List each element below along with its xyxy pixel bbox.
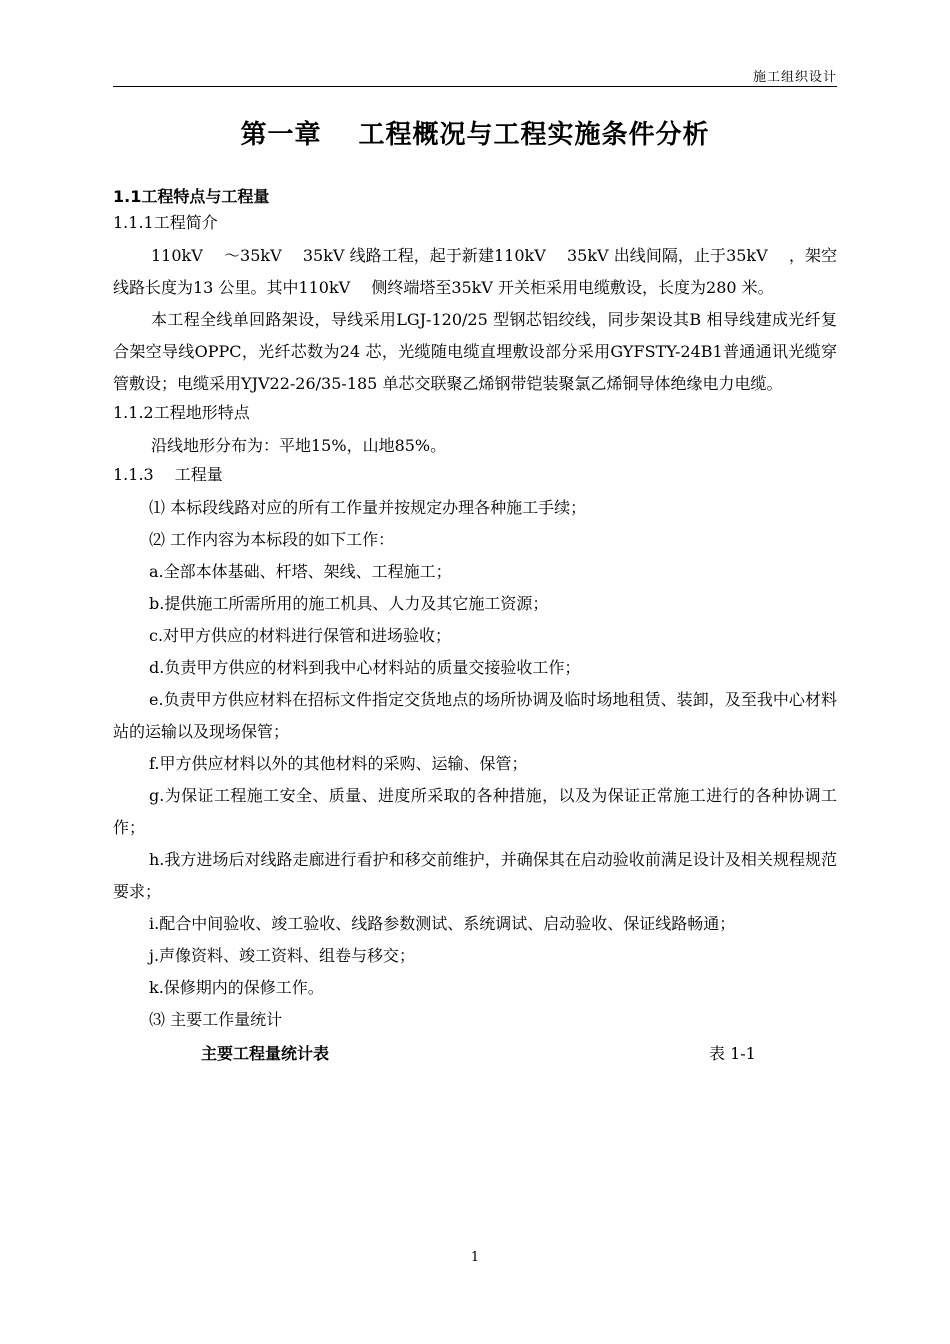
page-number: 1 bbox=[470, 1250, 480, 1265]
document-body bbox=[113, 184, 837, 1070]
list-item: i.配合中间验收、竣工验收、线路参数测试、系统调试、启动验收、保证线路畅通； bbox=[149, 914, 736, 933]
list-item: h.我方进场后对线路走廊进行看护和移交前维护，并确保其在启动验收前满足设计及相关规程规范要求； bbox=[113, 850, 837, 901]
list-item: j.声像资料、竣工资料、组卷与移交； bbox=[149, 946, 416, 965]
paragraph: 110kV ～35kV 35kV 线路工程，起于新建110kV 35kV 出线间隔，止于35kV ，架空线路长度为13 公里。其中110kV 侧终端塔至35kV 开关柜采用电缆敷设，长度为280 米。 bbox=[113, 246, 837, 297]
table-caption bbox=[113, 1038, 837, 1070]
chapter-title: 第一章 工程概况与工程实施条件分析 bbox=[240, 120, 710, 150]
list-item: e.负责甲方供应材料在招标文件指定交货地点的场所协调及临时场地租赁、装卸，及至我中心材料站的运输以及现场保管； bbox=[113, 690, 837, 741]
table-number: 表 1-1 bbox=[709, 1044, 756, 1063]
list-item: b.提供施工所需所用的施工机具、人力及其它施工资源； bbox=[149, 594, 549, 613]
list-item: a.全部本体基础、杆塔、架线、工程施工； bbox=[149, 562, 452, 581]
table-title: 主要工程量统计表 bbox=[201, 1044, 330, 1063]
paragraph: 沿线地形分布为：平地15%，山地85%。 bbox=[151, 436, 447, 455]
page-header: 施工组织设计 bbox=[752, 70, 837, 85]
list-item: k.保修期内的保修工作。 bbox=[149, 978, 324, 997]
header-divider bbox=[113, 86, 837, 87]
list-item: f.甲方供应材料以外的其他材料的采购、运输、保管； bbox=[149, 754, 528, 773]
subsection-heading-3: 1.1.3 工程量 bbox=[113, 465, 223, 484]
subsection-heading-1: 1.1.1工程简介 bbox=[113, 213, 218, 232]
list-item: c.对甲方供应的材料进行保管和进场验收； bbox=[149, 626, 452, 645]
list-item: ⑴ 本标段线路对应的所有工作量并按规定办理各种施工手续； bbox=[149, 498, 587, 517]
list-item: ⑵ 工作内容为本标段的如下工作： bbox=[149, 530, 395, 549]
subsection-heading-2: 1.1.2工程地形特点 bbox=[113, 403, 250, 422]
list-item: g.为保证工程施工安全、质量、进度所采取的各种措施，以及为保证正常施工进行的各种协调工作； bbox=[113, 786, 837, 837]
section-heading: 1.1工程特点与工程量 bbox=[113, 187, 270, 206]
list-item: d.负责甲方供应的材料到我中心材料站的质量交接验收工作； bbox=[149, 658, 581, 677]
list-item: ⑶ 主要工作量统计 bbox=[149, 1010, 283, 1029]
paragraph: 本工程全线单回路架设，导线采用LGJ-120/25 型钢芯铝绞线，同步架设其B 相导线建成光纤复合架空导线OPPC，光纤芯数为24 芯，光缆随电缆直埋敷设部分采用GYFSTY-24B1普通通讯光缆穿管敷设；电缆采用YJV22-26/35-185 单芯交联聚乙烯钢带铠装聚氯乙烯铜导体绝缘电力电缆。 bbox=[113, 310, 837, 393]
